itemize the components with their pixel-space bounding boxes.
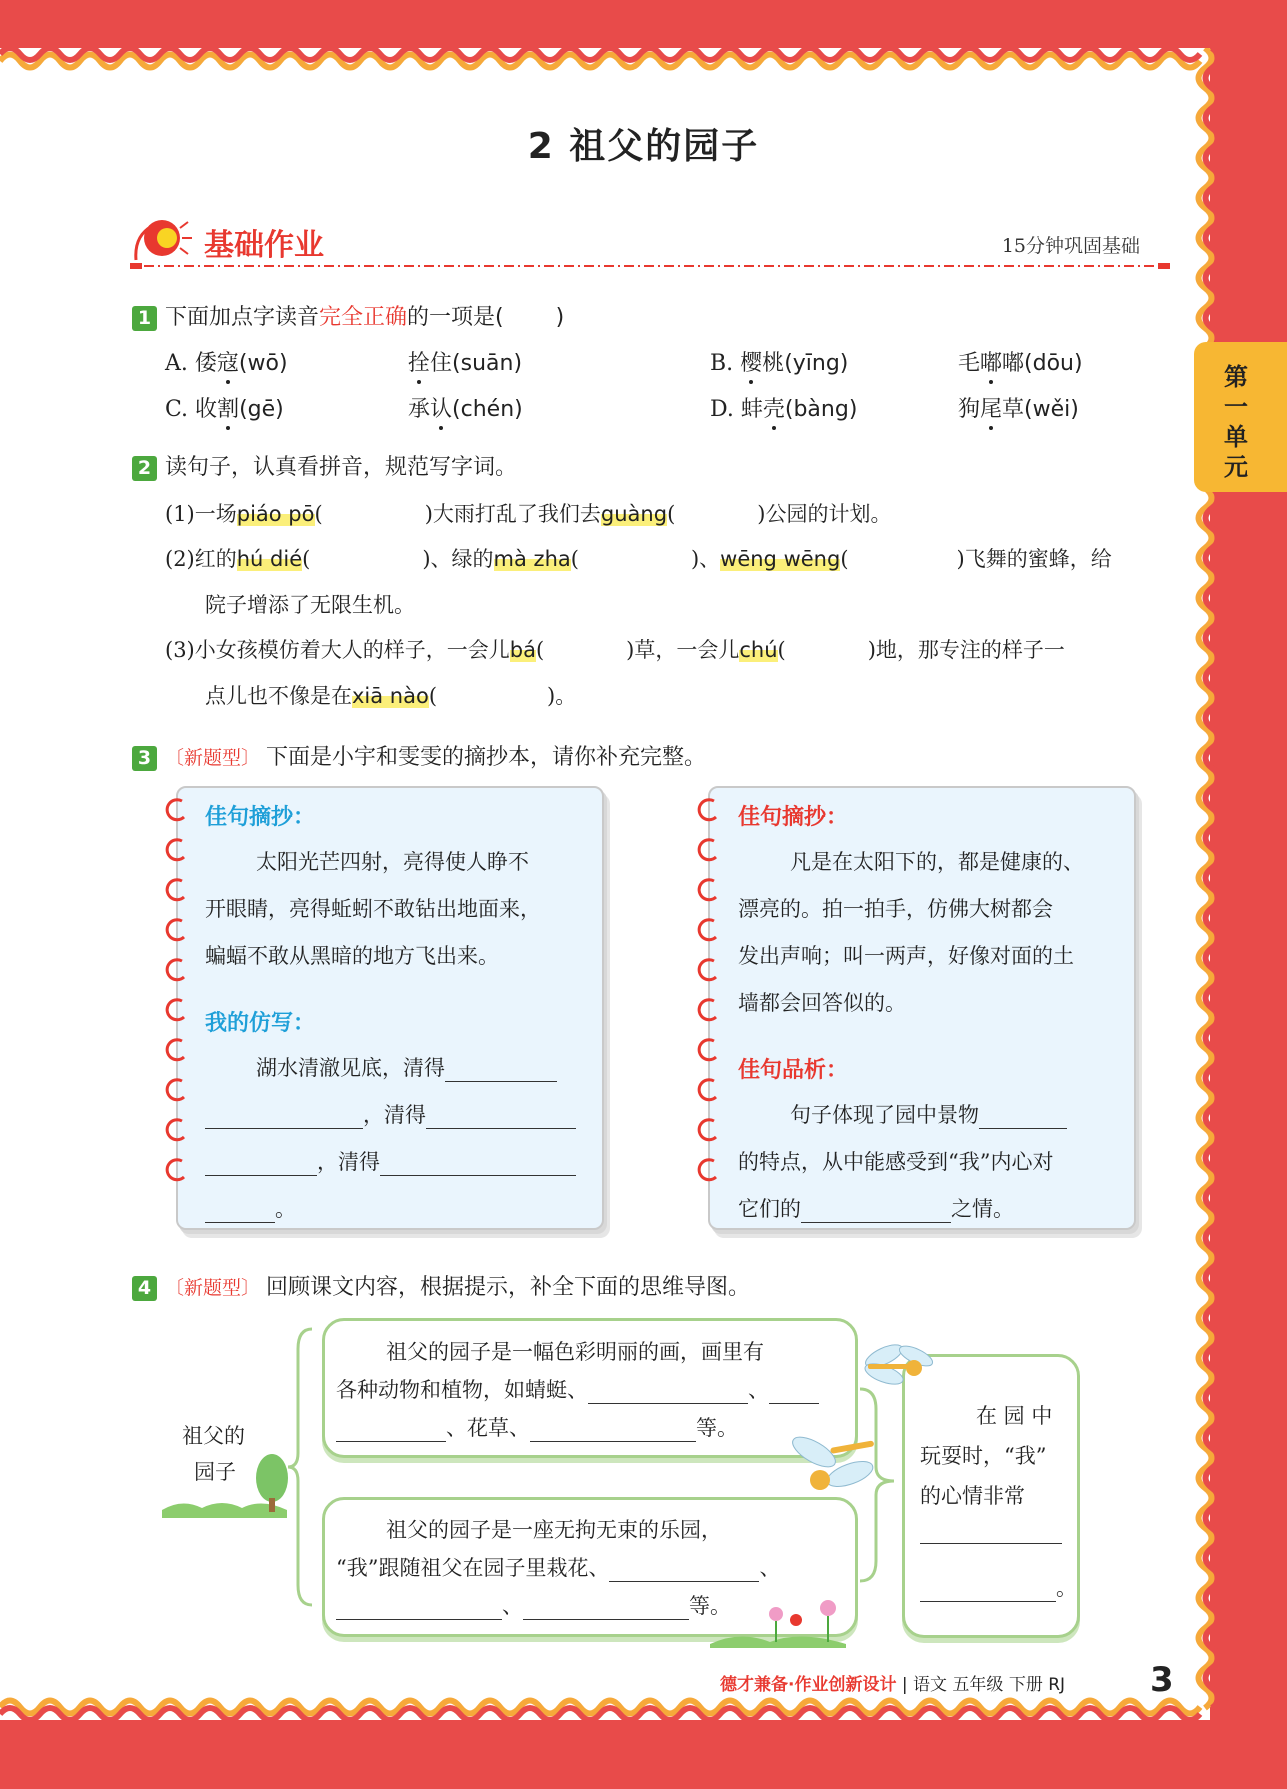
footer-separator: | <box>901 1675 908 1695</box>
sentence-text: (3)小女孩模仿着大人的样子，一会儿 <box>165 638 510 662</box>
sentence-text: )草，一会儿 <box>626 638 740 662</box>
q2-sentence-2 <box>165 543 1112 573</box>
mindmap-root-line1: 祖父的 <box>182 1424 245 1448</box>
answer-blank[interactable] <box>336 1597 502 1620</box>
sentence-text: 点儿也不像是在 <box>205 684 352 708</box>
pinyin-highlight: wēng wēng <box>720 547 841 571</box>
option-char: 嘟 <box>1002 351 1025 376</box>
bell-lamp-icon <box>130 216 194 266</box>
mindmap-box1-line <box>336 1412 738 1442</box>
sentence-text: )、 <box>690 547 721 571</box>
q1-number: 1 <box>132 306 157 331</box>
right-analysis-line <box>738 1193 1014 1223</box>
analysis-text: 它们的 <box>738 1197 801 1221</box>
unit-side-tab <box>1194 342 1287 492</box>
right-wavy-border <box>1190 48 1220 1720</box>
option-pinyin: (chén) <box>452 397 523 422</box>
pinyin-highlight: xiā nào <box>352 684 429 708</box>
mindmap-text: 等。 <box>689 1594 731 1618</box>
option-char: 住 <box>430 351 453 376</box>
option-char: 狗 <box>958 397 981 422</box>
analysis-text: 之情。 <box>951 1197 1014 1221</box>
q1-stem-part: ) <box>555 305 565 330</box>
q3-stem-text: 下面是小宇和雯雯的摘抄本，请你补充完整。 <box>266 745 707 770</box>
sentence-text: )飞舞的蜜蜂，给 <box>956 547 1112 571</box>
left-excerpt-line: 开眼睛，亮得蚯蚓不敢钻出地面来， <box>205 897 541 921</box>
left-imitation-heading: 我的仿写： <box>205 1011 316 1036</box>
mindmap-text: 、 <box>748 1378 769 1402</box>
sentence-text: (1)一场 <box>165 502 237 526</box>
top-wavy-border <box>0 48 1210 74</box>
mindmap-box1-line <box>336 1374 819 1404</box>
q2-sentence-2-cont: 院子增添了无限生机。 <box>205 593 415 617</box>
q3-stem <box>132 740 706 771</box>
sentence-text: )地，那专注的样子一 <box>867 638 1065 662</box>
sentence-text: )、绿的 <box>422 547 494 571</box>
answer-blank[interactable] <box>801 1200 951 1223</box>
left-imitation-line <box>205 1146 576 1176</box>
right-excerpt-line: 漂亮的。拍一拍手，仿佛大树都会 <box>738 897 1053 921</box>
q1-option-c2[interactable] <box>408 392 523 423</box>
mindmap-text: 、 <box>502 1594 523 1618</box>
section-divider <box>130 261 1170 271</box>
option-char: 承 <box>408 397 431 422</box>
option-pinyin: (suān) <box>452 351 523 376</box>
mindmap-text: 、花草、 <box>446 1416 530 1440</box>
q2-sentence-3 <box>165 634 1065 664</box>
q1-stem-part: 下面加点字读音 <box>165 305 320 330</box>
section-title: 基础作业 <box>204 228 324 263</box>
q1-option-d1[interactable] <box>710 392 857 423</box>
imitation-text: ，清得 <box>317 1150 380 1174</box>
q2-number: 2 <box>132 456 157 481</box>
q1-option-b2[interactable] <box>958 346 1083 377</box>
mindmap-root-line2: 园子 <box>194 1460 236 1484</box>
page-number: 3 <box>1150 1660 1174 1700</box>
mindmap-box1-line: 祖父的园子是一幅色彩明丽的画，画里有 <box>386 1340 764 1364</box>
answer-blank[interactable] <box>445 1059 557 1082</box>
tree-grass-illustration <box>162 1448 292 1518</box>
option-letter: A. <box>165 351 195 376</box>
option-pinyin: (wěi) <box>1024 397 1079 422</box>
sentence-text: ( <box>777 638 786 662</box>
mindmap-box3-line: 的心情非常 <box>920 1484 1025 1508</box>
option-char: 倭 <box>194 351 217 376</box>
right-notebook-rings <box>692 795 726 1215</box>
dotted-char: 寇 <box>217 346 239 377</box>
option-char: 蚌 <box>740 397 763 422</box>
q4-stem-text: 回顾课文内容，根据提示，补全下面的思维导图。 <box>266 1275 751 1300</box>
q1-stem <box>132 300 564 331</box>
q1-option-c1[interactable] <box>165 392 284 423</box>
q2-sentence-3-cont <box>205 680 576 710</box>
mindmap-box2-line <box>336 1552 780 1582</box>
bottom-wavy-border <box>0 1694 1210 1720</box>
q4-stem <box>132 1270 750 1301</box>
pinyin-highlight: guàng <box>600 502 668 526</box>
answer-blank[interactable] <box>523 1597 689 1620</box>
right-excerpt-line: 发出声响；叫一两声，好像对面的土 <box>738 944 1074 968</box>
right-analysis-heading: 佳句品析： <box>738 1058 849 1083</box>
new-type-tag: 〔新题型〕 <box>165 1277 261 1299</box>
dotted-char: 嘟 <box>980 346 1002 377</box>
mindmap-text: “我”跟随祖父在园子里栽花、 <box>336 1556 610 1580</box>
option-letter: B. <box>710 351 741 376</box>
answer-blank[interactable] <box>336 1419 446 1442</box>
left-imitation-line <box>205 1099 576 1129</box>
sentence-text: )大雨打乱了我们去 <box>424 502 601 526</box>
mindmap-text: 。 <box>1056 1576 1077 1600</box>
q1-option-a1[interactable] <box>165 346 288 377</box>
new-type-tag: 〔新题型〕 <box>165 747 261 769</box>
answer-blank[interactable] <box>920 1521 1062 1544</box>
dragonfly-icon <box>784 1430 880 1502</box>
option-letter: C. <box>165 397 196 422</box>
answer-blank[interactable] <box>205 1153 317 1176</box>
pinyin-highlight: piáo pō <box>236 502 315 526</box>
q1-option-b1[interactable] <box>710 346 848 377</box>
mindmap-left-brace <box>286 1325 316 1610</box>
right-analysis-line <box>790 1099 1067 1129</box>
footer-brand: 德才兼备·作业创新设计 <box>720 1675 897 1695</box>
option-char: 毛 <box>958 351 981 376</box>
sentence-text: ( <box>302 547 311 571</box>
q4-number: 4 <box>132 1276 157 1301</box>
mindmap-text: 、 <box>759 1556 781 1580</box>
q3-number: 3 <box>132 746 157 771</box>
right-excerpt-line: 凡是在太阳下的，都是健康的、 <box>790 850 1084 874</box>
answer-blank[interactable] <box>530 1419 696 1442</box>
page-title: 2 祖父的园子 <box>527 126 760 167</box>
footer-info <box>720 1670 1065 1695</box>
answer-blank[interactable] <box>588 1381 748 1404</box>
mindmap-text: 各种动物和植物，如蜻蜓、 <box>336 1378 588 1402</box>
mindmap-box3-line <box>920 1520 1062 1544</box>
dotted-char: 认 <box>430 392 452 423</box>
option-pinyin: (wō) <box>238 351 288 376</box>
q1-stem-emphasis: 完全正确 <box>319 305 408 330</box>
left-imitation-line <box>205 1193 296 1223</box>
mindmap-text: 等。 <box>696 1416 738 1440</box>
dotted-char: 尾 <box>980 392 1002 423</box>
dotted-char: 樱 <box>740 346 762 377</box>
answer-blank[interactable] <box>205 1200 275 1223</box>
option-char: 收 <box>195 397 218 422</box>
right-analysis-line: 的特点，从中能感受到“我”内心对 <box>738 1150 1054 1174</box>
sentence-text: ( <box>667 502 676 526</box>
option-pinyin: (dōu) <box>1024 351 1083 376</box>
sentence-text: )。 <box>547 684 577 708</box>
sentence-text: ( <box>840 547 849 571</box>
sentence-text: ( <box>535 638 545 662</box>
sentence-text: )公园的计划。 <box>757 502 892 526</box>
imitation-text: 。 <box>275 1197 296 1221</box>
option-pinyin: (yīng) <box>784 351 849 376</box>
imitation-text: ，清得 <box>363 1103 426 1127</box>
pinyin-highlight: hú dié <box>236 547 303 571</box>
dotted-char: 拴 <box>408 346 430 377</box>
unit-side-tab-label: 第一单元 <box>1224 363 1248 481</box>
pinyin-highlight: chú <box>739 638 778 662</box>
dotted-char: 壳 <box>763 392 785 423</box>
imitation-text: 湖水清澈见底，清得 <box>256 1056 445 1080</box>
option-pinyin: (bàng) <box>784 397 858 422</box>
answer-blank[interactable] <box>609 1559 759 1582</box>
answer-blank[interactable] <box>769 1381 819 1404</box>
mindmap-box3-line: 玩耍时，“我” <box>920 1444 1047 1468</box>
left-notebook-rings <box>160 795 194 1215</box>
sentence-text: ( <box>428 684 438 708</box>
q1-option-a2[interactable] <box>408 346 522 377</box>
left-excerpt-line: 蝙蝠不敢从黑暗的地方飞出来。 <box>205 944 499 968</box>
sentence-text: ( <box>570 547 579 571</box>
q2-stem-text: 读句子，认真看拼音，规范写字词。 <box>165 455 518 480</box>
q2-stem <box>132 450 517 481</box>
section-time-note: 15分钟巩固基础 <box>1001 235 1140 257</box>
answer-blank[interactable] <box>920 1579 1056 1602</box>
option-letter: D. <box>710 397 741 422</box>
footer-book-info: 语文 五年级 下册 RJ <box>913 1675 1066 1695</box>
analysis-text: 句子体现了园中景物 <box>790 1103 979 1127</box>
option-char: 桃 <box>762 351 785 376</box>
mindmap-box3-line <box>920 1572 1077 1602</box>
flowers-illustration <box>710 1592 850 1648</box>
left-excerpt-line: 太阳光芒四射，亮得使人睁不 <box>256 850 529 874</box>
q1-stem-part: 的一项是( <box>407 305 504 330</box>
pinyin-highlight: bá <box>509 638 536 662</box>
mindmap-box3-line: 在 园 中 <box>976 1404 1053 1428</box>
mindmap-box2-line <box>336 1590 731 1620</box>
pinyin-highlight: mà zha <box>493 547 571 571</box>
right-excerpt-heading: 佳句摘抄： <box>738 805 849 830</box>
option-char: 草 <box>1002 397 1025 422</box>
answer-blank[interactable] <box>205 1106 363 1129</box>
sentence-text: (2)红的 <box>165 547 237 571</box>
q2-sentence-1 <box>165 498 891 528</box>
right-excerpt-line: 墙都会回答似的。 <box>738 991 906 1015</box>
left-excerpt-heading: 佳句摘抄： <box>205 805 316 830</box>
answer-blank[interactable] <box>426 1106 576 1129</box>
section-header <box>130 216 1170 266</box>
dotted-char: 割 <box>217 392 239 423</box>
answer-blank[interactable] <box>979 1106 1067 1129</box>
q1-option-d2[interactable] <box>958 392 1079 423</box>
dragonfly-icon <box>860 1338 940 1394</box>
mindmap-box2-line: 祖父的园子是一座无拘无束的乐园， <box>386 1518 722 1542</box>
answer-blank[interactable] <box>380 1153 576 1176</box>
sentence-text: ( <box>314 502 323 526</box>
left-imitation-line <box>256 1052 557 1082</box>
option-pinyin: (gē) <box>239 397 284 422</box>
